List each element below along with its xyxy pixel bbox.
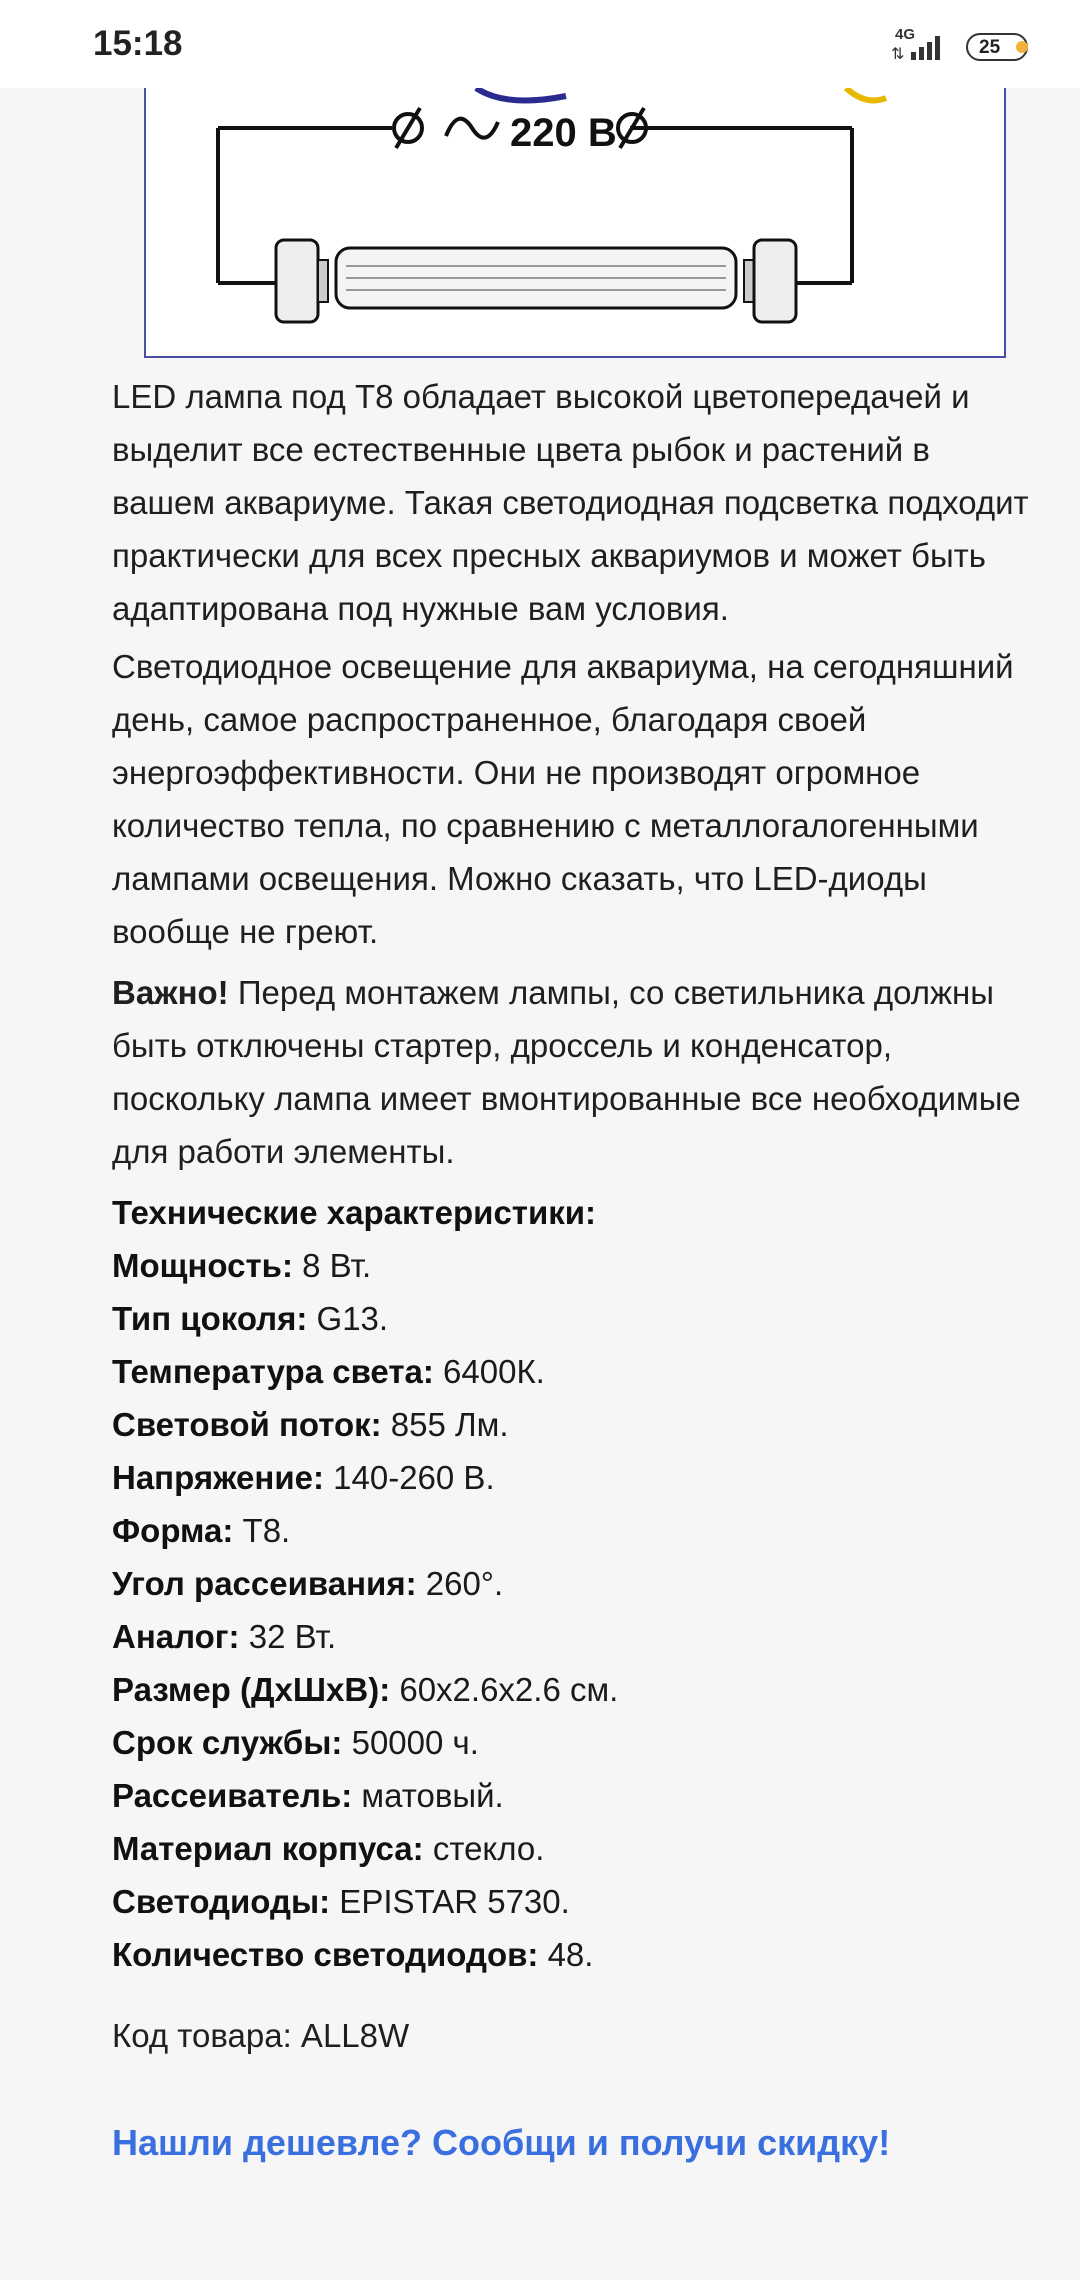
spec-row: [112, 1610, 1042, 1663]
status-bar: [0, 0, 1080, 88]
spec-label: Количество светодиодов:: [112, 1936, 539, 1973]
spec-row: [112, 1345, 1042, 1398]
spec-row: [112, 1716, 1042, 1769]
spec-row: [112, 1451, 1042, 1504]
battery-level: 25: [979, 37, 1001, 58]
spec-label: Угол рассеивания:: [112, 1565, 417, 1602]
spec-value: стекло.: [423, 1830, 545, 1867]
important-label: Важно!: [112, 974, 229, 1011]
spec-value: 48.: [538, 1936, 594, 1973]
specs-list: [112, 1186, 1042, 1981]
spec-label: Световой поток:: [112, 1406, 382, 1443]
spec-row: [112, 1504, 1042, 1557]
spec-row: [112, 1239, 1042, 1292]
spec-value: 32 Вт.: [239, 1618, 337, 1655]
wiring-diagram-image: [144, 88, 1006, 358]
data-arrows-icon: ⇅: [891, 46, 905, 63]
battery-icon: [966, 33, 1028, 61]
spec-value: 140-260 В.: [323, 1459, 495, 1496]
spec-value: 50000 ч.: [342, 1724, 479, 1761]
spec-value: матовый.: [352, 1777, 504, 1814]
spec-value: 260°.: [416, 1565, 504, 1602]
spec-label: Материал корпуса:: [112, 1830, 424, 1867]
spec-label: Рассеиватель:: [112, 1777, 353, 1814]
spec-label: Напряжение:: [112, 1459, 324, 1496]
spec-row: [112, 1875, 1042, 1928]
spec-value: 6400К.: [433, 1353, 545, 1390]
spec-label: Аналог:: [112, 1618, 240, 1655]
spec-label: Мощность:: [112, 1247, 293, 1284]
spec-label: Температура света:: [112, 1353, 434, 1390]
spec-label: Форма:: [112, 1512, 234, 1549]
description-paragraph-1: LED лампа под Т8 обладает высокой цветопередачей и выделит все естественные цвета рыбок и растений в вашем аквариуме. Такая светодиодная подсветка подходит практически для всех пресных аквариумов и может быть адаптирована под нужные вам условия.: [112, 378, 1029, 627]
voltage-label: 220 В: [510, 111, 617, 155]
spec-label: Размер (ДхШхВ):: [112, 1671, 391, 1708]
found-cheaper-link[interactable]: Нашли дешевле? Сообщи и получи скидку!: [112, 2122, 891, 2163]
spec-row: [112, 1928, 1042, 1981]
spec-label: Светодиоды:: [112, 1883, 331, 1920]
spec-value: 855 Лм.: [381, 1406, 509, 1443]
spec-value: EPISTAR 5730.: [330, 1883, 570, 1920]
spec-row: [112, 1769, 1042, 1822]
spec-row: [112, 1822, 1042, 1875]
spec-value: G13.: [307, 1300, 389, 1337]
spec-label: Тип цоколя:: [112, 1300, 308, 1337]
network-type: 4G: [895, 26, 916, 43]
signal-icon: [891, 26, 951, 66]
status-time: 15:18: [93, 24, 183, 63]
product-code: Код товара: ALL8W: [112, 2017, 410, 2054]
spec-row: [112, 1292, 1042, 1345]
important-note: [112, 966, 1042, 1178]
spec-value: 60x2.6x2.6 см.: [390, 1671, 619, 1708]
spec-row: [112, 1557, 1042, 1610]
spec-row: [112, 1663, 1042, 1716]
description-paragraph-2: Светодиодное освещение для аквариума, на сегодняшний день, самое распространенное, благодаря своей энергоэффективности. Они не производят огромное количество тепла, по сравнению с металлогалогенными лампами освещения. Можно сказать, что LED-диоды вообще не греют.: [112, 648, 1014, 950]
specs-heading: Технические характеристики:: [112, 1194, 597, 1231]
spec-row: [112, 1398, 1042, 1451]
important-text: Перед монтажем лампы, со светильника должны быть отключены стартер, дроссель и конденсатор, поскольку лампа имеет вмонтированные все необходимые для работи элементы.: [112, 974, 1021, 1170]
spec-label: Срок службы:: [112, 1724, 343, 1761]
spec-value: 8 Вт.: [292, 1247, 372, 1284]
spec-value: Т8.: [233, 1512, 291, 1549]
